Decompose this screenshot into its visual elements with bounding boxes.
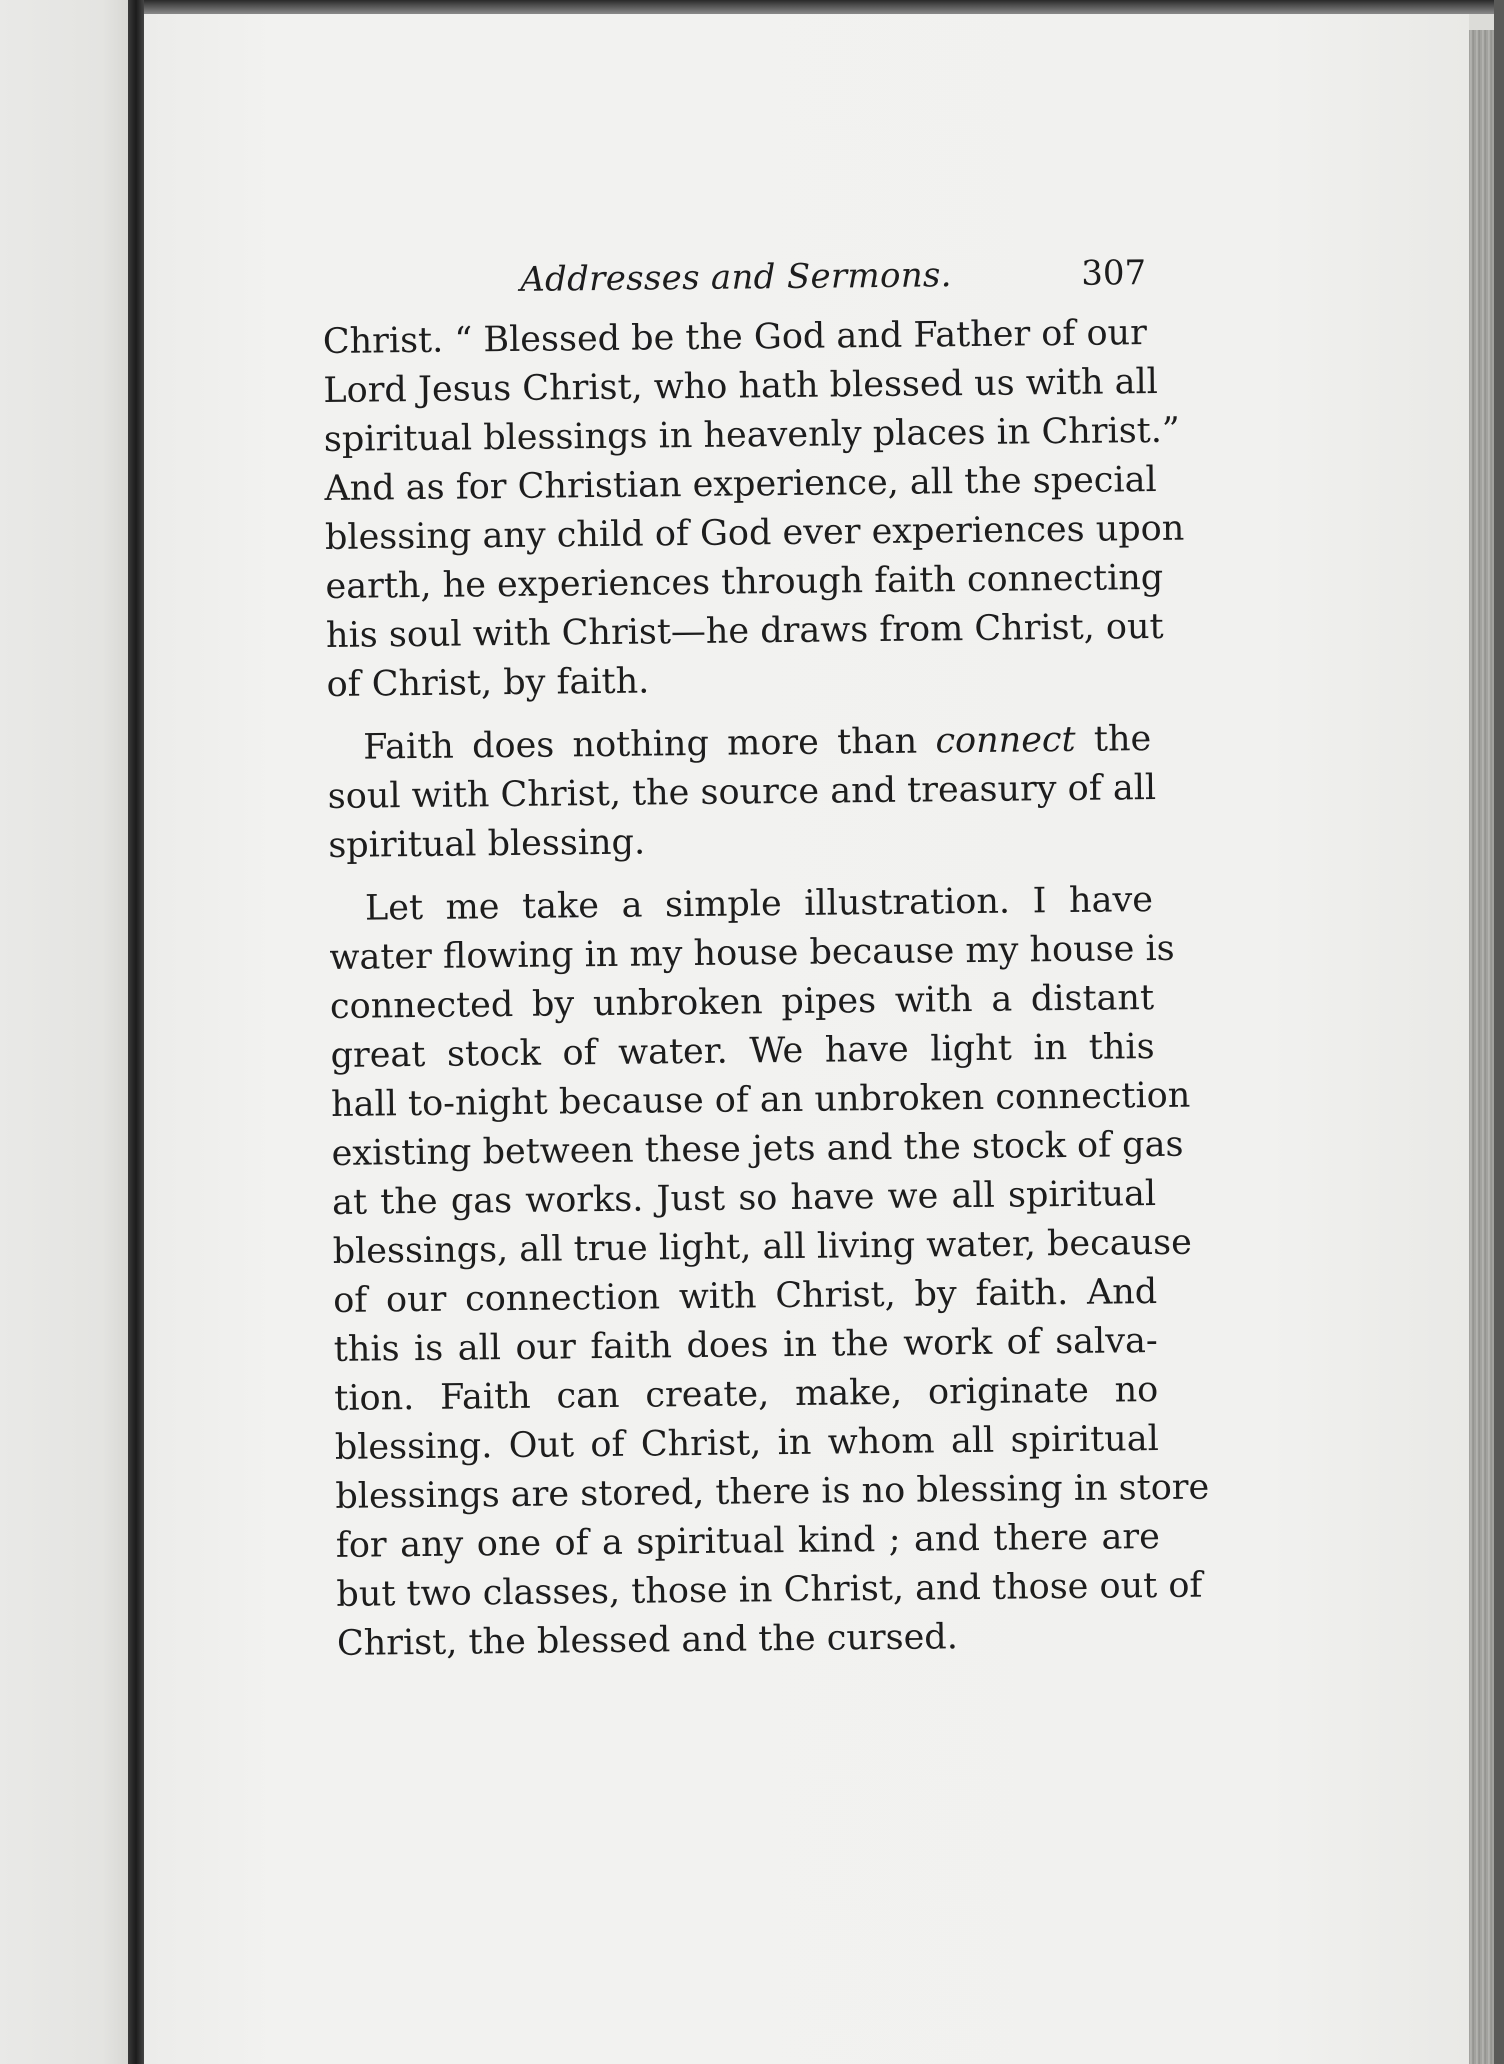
emphasis-connect: connect [935, 719, 1076, 762]
text-line: great stock of water. We have light in this [330, 1027, 1155, 1076]
page-text-block [322, 253, 1210, 1669]
paragraph-2 [327, 715, 1157, 871]
text-line: for any one of a spiritual kind ; and there are [335, 1517, 1161, 1566]
left-page-margin [0, 0, 128, 2064]
running-head-title: Addresses and Sermons. [519, 255, 953, 300]
paragraph-1 [322, 309, 1185, 710]
text-line: spiritual blessing. [328, 822, 646, 866]
line-text: the [1093, 719, 1152, 760]
text-line: his soul with Christ—he draws from Christ, out [325, 606, 1164, 656]
text-line: of our connection with Christ, by faith. And [333, 1272, 1158, 1321]
text-line: earth, he experiences through faith connecting [325, 557, 1164, 607]
text-line: hall to-night because of an unbroken connection [330, 1075, 1191, 1125]
text-line: Christ. “ Blessed be the God and Father of our [322, 313, 1148, 362]
page-number: 307 [1081, 253, 1147, 294]
text-line: at the gas works. Just so have we all spiritual [331, 1174, 1157, 1223]
text-line: this is all our faith does in the work of salva- [333, 1321, 1158, 1370]
text-line [327, 715, 1151, 773]
text-line: Christ, the blessed and the cursed. [336, 1617, 959, 1664]
text-line: blessings are stored, there is no blessing in store [335, 1467, 1210, 1517]
text-line: but two classes, those in Christ, and those out of [336, 1565, 1203, 1615]
text-line: connected by unbroken pipes with a distant [329, 978, 1155, 1027]
text-line: blessing any child of God ever experiences upon [324, 508, 1185, 558]
book-gutter [128, 0, 144, 2064]
text-line: water flowing in my house because my house is [329, 928, 1175, 978]
text-line: Lord Jesus Christ, who hath blessed us with all [323, 361, 1159, 411]
text-line: And as for Christian experience, all the special [324, 459, 1157, 509]
text-line: soul with Christ, the source and treasury of all [327, 768, 1157, 817]
text-line: blessing. Out of Christ, in whom all spiritual [334, 1419, 1160, 1468]
text-line: existing between these jets and the stock of gas [331, 1124, 1184, 1174]
line-text: Faith does nothing more than [363, 721, 918, 768]
body-text [322, 309, 1210, 1669]
text-line: spiritual blessings in heavenly places in Christ.” [323, 410, 1180, 460]
text-line: tion. Faith can create, make, originate no [334, 1370, 1159, 1419]
scan-border [1494, 0, 1504, 2064]
running-head [322, 253, 1147, 318]
paragraph-3 [329, 876, 1210, 1669]
text-line: blessings, all true light, all living water, because [332, 1222, 1193, 1272]
text-line: Let me take a simple illustration. I have [364, 880, 1154, 929]
text-line: of Christ, by faith. [326, 661, 650, 705]
top-edge-shadow [0, 0, 1504, 14]
